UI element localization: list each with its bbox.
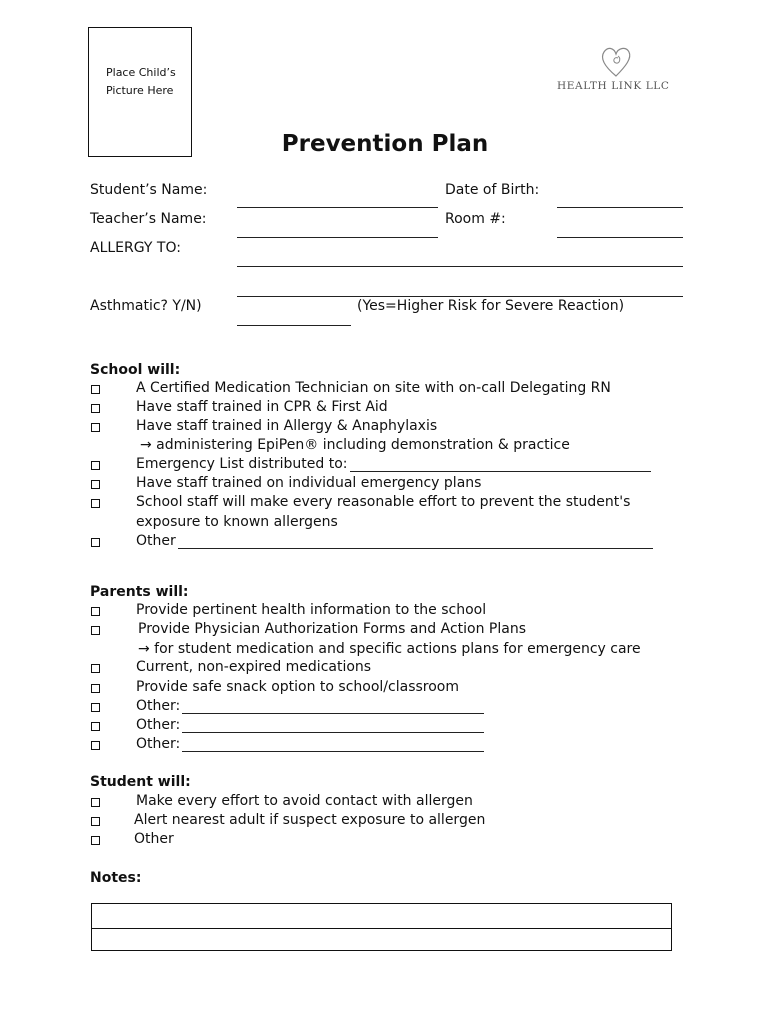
student-checkbox-1[interactable] <box>91 798 100 807</box>
student-item-2: Alert nearest adult if suspect exposure to allergen <box>134 812 486 828</box>
notes-row-divider <box>92 928 671 929</box>
student-name-label: Student’s Name: <box>90 182 208 198</box>
school-item-6-cont: exposure to known allergens <box>136 514 338 530</box>
student-checkbox-3[interactable] <box>91 836 100 845</box>
school-item-5: Have staff trained on individual emergency plans <box>136 475 482 491</box>
page-title-text: Prevention Plan <box>281 131 489 157</box>
teacher-name-field[interactable] <box>237 237 438 238</box>
asthmatic-field[interactable] <box>237 325 351 326</box>
notes-table[interactable] <box>91 903 672 951</box>
school-checkbox-7[interactable] <box>91 538 100 547</box>
student-checkbox-2[interactable] <box>91 817 100 826</box>
school-item-2: Have staff trained in CPR & First Aid <box>136 399 388 415</box>
school-will-heading: School will: <box>90 362 181 378</box>
school-item-3-sub: → administering EpiPen® including demonstration & practice <box>140 437 570 453</box>
child-picture-line2: Picture Here <box>106 84 174 97</box>
parents-item-2: Provide Physician Authorization Forms and Action Plans <box>138 621 527 637</box>
heart-swirl-icon <box>596 44 636 80</box>
student-item-3: Other <box>134 831 174 847</box>
parents-item-7: Other: <box>136 736 181 752</box>
notes-heading: Notes: <box>90 870 142 886</box>
parents-checkbox-4[interactable] <box>91 684 100 693</box>
room-label: Room #: <box>445 211 506 227</box>
parents-item-3: Current, non-expired medications <box>136 659 372 675</box>
asthmatic-note: (Yes=Higher Risk for Severe Reaction) <box>357 298 625 314</box>
teacher-name-label: Teacher’s Name: <box>90 211 207 227</box>
company-logo-text: HEALTH LINK LLC <box>557 80 670 92</box>
school-item-3: Have staff trained in Allergy & Anaphylaxis <box>136 418 438 434</box>
school-checkbox-4[interactable] <box>91 461 100 470</box>
parents-checkbox-3[interactable] <box>91 664 100 673</box>
parents-checkbox-2[interactable] <box>91 626 100 635</box>
parents-checkbox-1[interactable] <box>91 607 100 616</box>
allergy-to-label: ALLERGY TO: <box>90 240 181 256</box>
school-item-1: A Certified Medication Technician on site with on-call Delegating RN <box>136 380 611 396</box>
school-item-7: Other <box>136 533 176 549</box>
asthmatic-label: Asthmatic? Y/N) <box>90 298 202 314</box>
parents-item-4: Provide safe snack option to school/classroom <box>136 679 459 695</box>
date-of-birth-field[interactable] <box>557 207 683 208</box>
parents-other-field-3[interactable] <box>182 751 484 752</box>
allergy-field-line1[interactable] <box>237 266 683 267</box>
school-checkbox-1[interactable] <box>91 385 100 394</box>
student-name-field[interactable] <box>237 207 438 208</box>
school-other-field[interactable] <box>178 548 653 549</box>
date-of-birth-label: Date of Birth: <box>445 182 540 198</box>
school-checkbox-3[interactable] <box>91 423 100 432</box>
parents-item-5: Other: <box>136 698 181 714</box>
student-will-heading: Student will: <box>90 774 191 790</box>
emergency-list-field[interactable] <box>350 471 651 472</box>
school-checkbox-6[interactable] <box>91 499 100 508</box>
parents-other-field-1[interactable] <box>182 713 484 714</box>
parents-item-2-sub: → for student medication and specific actions plans for emergency care <box>138 641 641 657</box>
parents-item-6: Other: <box>136 717 181 733</box>
parents-will-heading: Parents will: <box>90 584 189 600</box>
page-title <box>0 131 770 157</box>
student-item-1: Make every effort to avoid contact with allergen <box>136 793 473 809</box>
child-picture-line1: Place Child’s <box>106 66 176 79</box>
parents-checkbox-5[interactable] <box>91 703 100 712</box>
school-checkbox-2[interactable] <box>91 404 100 413</box>
parents-checkbox-6[interactable] <box>91 722 100 731</box>
school-checkbox-5[interactable] <box>91 480 100 489</box>
parents-item-1: Provide pertinent health information to the school <box>136 602 487 618</box>
parents-checkbox-7[interactable] <box>91 741 100 750</box>
allergy-field-line2[interactable] <box>237 296 683 297</box>
school-item-4: Emergency List distributed to: <box>136 456 348 472</box>
child-picture-label <box>106 64 176 100</box>
room-field[interactable] <box>557 237 683 238</box>
school-item-6: School staff will make every reasonable effort to prevent the student's <box>136 494 631 510</box>
parents-other-field-2[interactable] <box>182 732 484 733</box>
